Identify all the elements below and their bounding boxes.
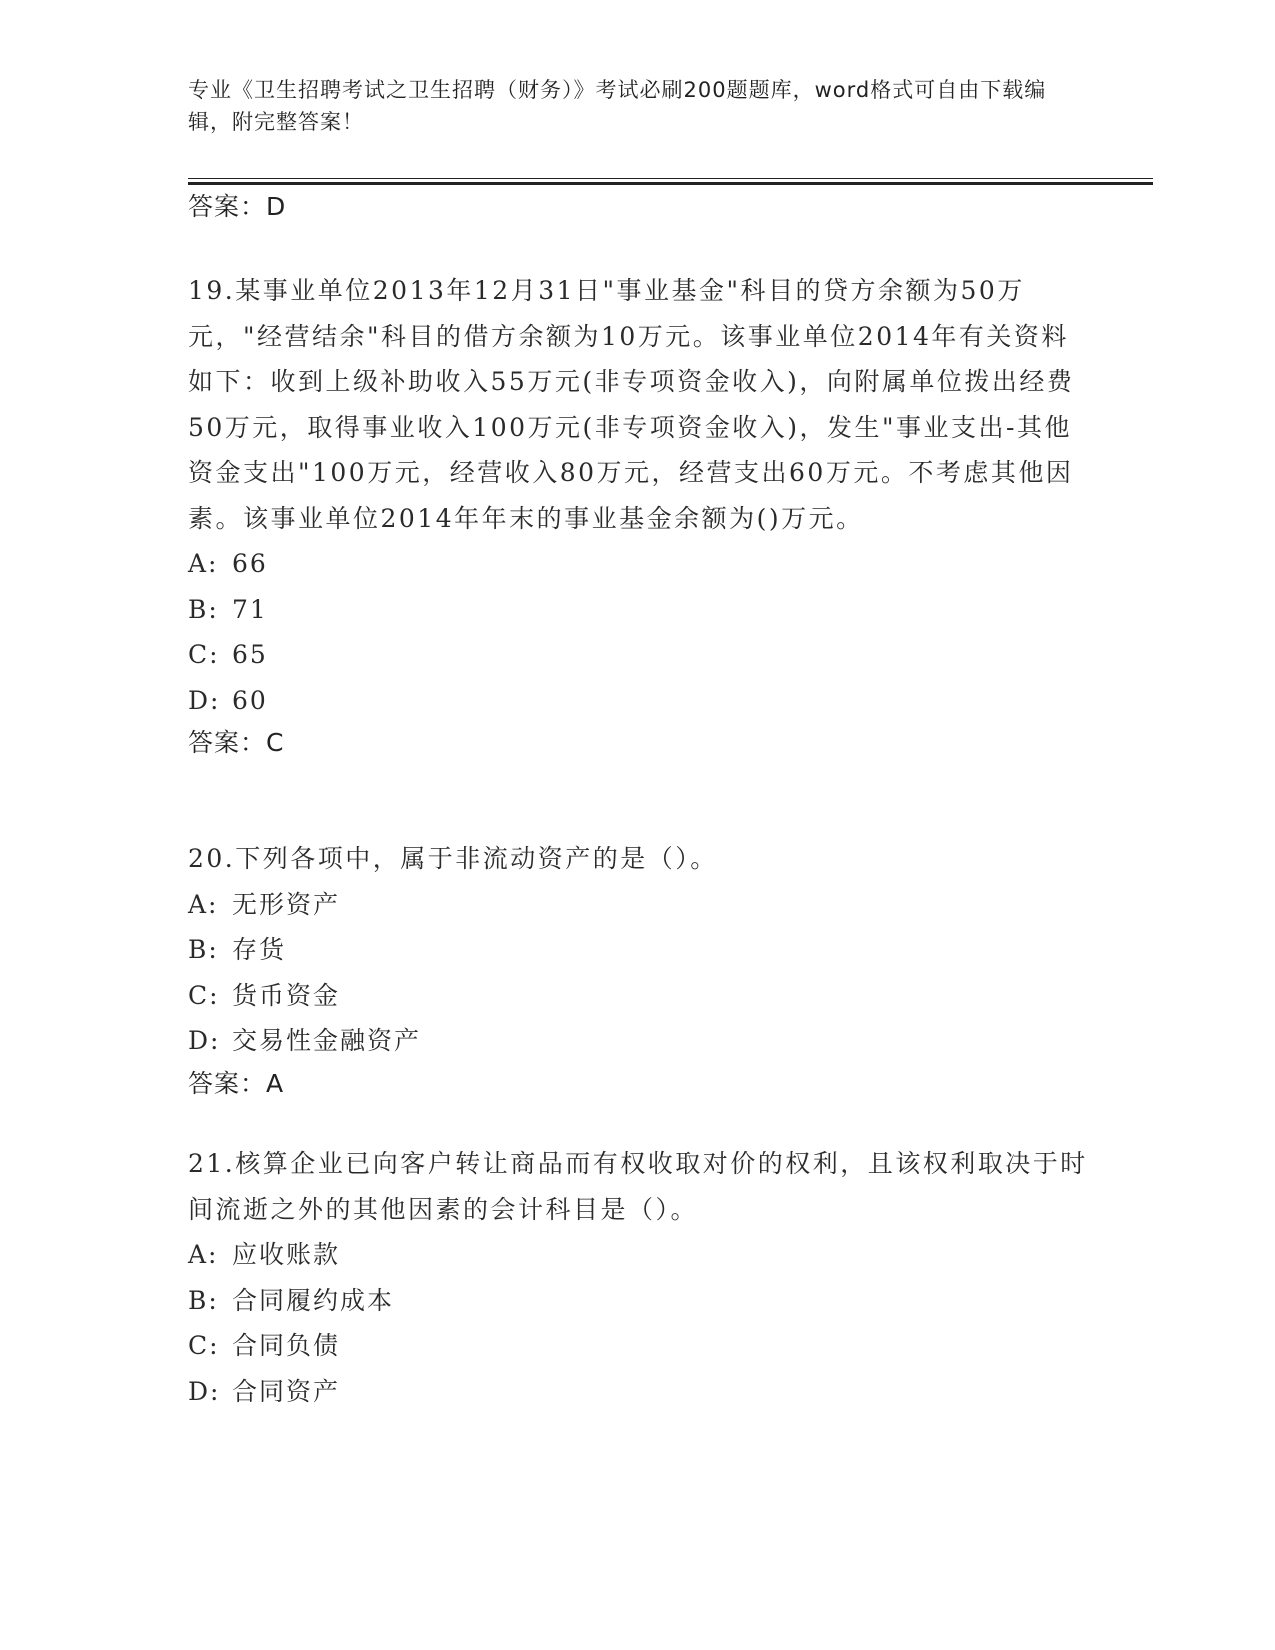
header-divider-thick — [188, 182, 1153, 185]
option-key: D: — [188, 685, 221, 715]
question-text: 19.某事业单位2013年12月31日"事业基金"科目的贷方余额为50万元，"经营结余"科目的借方余额为10万元。该事业单位2014年有关资料如下：收到上级补助收入55万元(非专项资金收入)，向附属单位拨出经费50万元，取得事业收入100万元(非专项资金收入)，发生"事业支出-其他资金支出"100万元，经营收入80万元，经营支出60万元。不考虑其他因素。该事业单位2014年年末的事业基金余额为()万元。 — [188, 276, 1075, 533]
previous-answer: 答案：D — [188, 192, 287, 221]
option-value: 货币资金 — [232, 980, 341, 1010]
option-key: C: — [188, 640, 220, 669]
option-value: 存货 — [232, 935, 287, 964]
option-c — [188, 1323, 1088, 1369]
option-value: 合同资产 — [232, 1376, 341, 1406]
answer: 答案：A — [188, 1068, 285, 1098]
option-value: 应收账款 — [232, 1240, 341, 1269]
option-key: C: — [188, 1331, 220, 1360]
option-b — [188, 1278, 1088, 1324]
document-header: 专业《卫生招聘考试之卫生招聘（财务）》考试必刷200题题库，word格式可自由下载编辑，附完整答案！ — [188, 78, 1047, 134]
answer: 答案：C — [188, 728, 285, 757]
option-key: B: — [188, 1285, 219, 1315]
question-text: 21.核算企业已向客户转让商品而有权收取对价的权利，且该权利取决于时间流逝之外的其他因素的会计科目是（）。 — [188, 1149, 1088, 1224]
option-key: D: — [188, 1376, 221, 1406]
option-a — [188, 1232, 1088, 1278]
option-key: A: — [188, 1240, 219, 1269]
option-c — [188, 973, 1088, 1019]
question-19 — [188, 268, 1088, 763]
option-key: B: — [188, 594, 219, 624]
option-value: 合同履约成本 — [232, 1285, 395, 1315]
option-b — [188, 927, 1088, 973]
option-key: A: — [188, 889, 219, 919]
option-key: D: — [188, 1026, 221, 1055]
option-b — [188, 587, 1088, 633]
question-text: 20.下列各项中，属于非流动资产的是（）。 — [188, 844, 718, 873]
option-value: 交易性金融资产 — [232, 1026, 422, 1055]
option-value: 71 — [232, 594, 268, 624]
option-a — [188, 541, 1088, 587]
option-value: 65 — [232, 640, 268, 669]
option-value: 无形资产 — [232, 889, 341, 919]
option-c — [188, 632, 1088, 678]
question-20 — [188, 836, 1088, 1104]
option-key: A: — [188, 549, 219, 578]
option-d — [188, 1369, 1088, 1415]
option-d — [188, 678, 1088, 724]
option-value: 合同负债 — [232, 1331, 341, 1360]
option-value: 60 — [232, 685, 268, 715]
option-key: B: — [188, 935, 219, 964]
option-a — [188, 882, 1088, 928]
header-divider — [188, 178, 1153, 179]
question-21 — [188, 1141, 1088, 1414]
option-value: 66 — [232, 549, 268, 578]
option-d — [188, 1018, 1088, 1064]
option-key: C: — [188, 980, 220, 1010]
